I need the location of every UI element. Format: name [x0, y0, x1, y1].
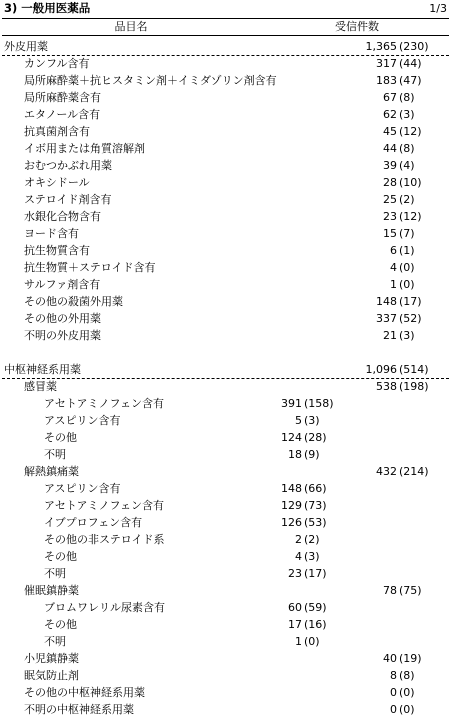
subitem-row: [0, 514, 451, 531]
row-count: 25: [383, 193, 397, 206]
row-paren-count: (7): [399, 227, 415, 240]
row-label: 解熱鎮痛薬: [24, 465, 79, 478]
row-label: 眠気防止剤: [24, 669, 79, 682]
item-row: [0, 242, 451, 259]
item-row: [0, 123, 451, 140]
row-label: 局所麻酔薬含有: [24, 91, 101, 104]
row-count: 0: [390, 686, 397, 699]
row-count: 44: [383, 142, 397, 155]
report-title: 3) 一般用医薬品: [4, 1, 91, 15]
row-count: 1: [390, 278, 397, 291]
row-paren-count: (0): [399, 686, 415, 699]
row-paren-count: (0): [304, 635, 320, 648]
row-label: ヨード含有: [24, 227, 79, 240]
row-count: 60: [288, 601, 302, 614]
subitem-row: [0, 395, 451, 412]
header-top-rule: [2, 18, 449, 19]
row-label: エタノール含有: [24, 108, 101, 121]
row-paren-count: (158): [304, 397, 334, 410]
row-count: 538: [376, 380, 397, 393]
row-label: その他: [44, 618, 77, 631]
row-paren-count: (52): [399, 312, 422, 325]
row-paren-count: (17): [304, 567, 327, 580]
row-count: 17: [288, 618, 302, 631]
item-row: [0, 701, 451, 718]
subitem-row: [0, 633, 451, 650]
row-paren-count: (8): [399, 91, 415, 104]
row-paren-count: (17): [399, 295, 422, 308]
row-label: 抗生物質＋ステロイド含有: [24, 261, 156, 274]
row-label: オキシドール: [24, 176, 90, 189]
item-row: [0, 293, 451, 310]
row-count: 78: [383, 584, 397, 597]
row-label: アセトアミノフェン含有: [44, 499, 165, 512]
item-row: [0, 378, 451, 395]
row-paren-count: (230): [399, 40, 429, 53]
item-row: [0, 106, 451, 123]
row-count: 124: [281, 431, 302, 444]
row-label: 水銀化合物含有: [24, 210, 101, 223]
row-count: 317: [376, 57, 397, 70]
row-count: 45: [383, 125, 397, 138]
row-count: 2: [295, 533, 302, 546]
row-label: その他の殺菌外用薬: [24, 295, 123, 308]
column-header-name: 品目名: [114, 20, 148, 33]
row-count: 8: [390, 669, 397, 682]
row-count: 6: [390, 244, 397, 257]
row-label: 中枢神経系用薬: [4, 363, 81, 376]
row-count: 129: [281, 499, 302, 512]
row-count: 39: [383, 159, 397, 172]
row-label: イボ用または角質溶解剤: [24, 142, 145, 155]
row-label: サルファ剤含有: [24, 278, 101, 291]
row-label: おむつかぶれ用薬: [24, 159, 112, 172]
category-row: [0, 361, 451, 378]
row-paren-count: (3): [304, 414, 320, 427]
row-count: 15: [383, 227, 397, 240]
row-label: イブプロフェン含有: [44, 516, 143, 529]
row-paren-count: (44): [399, 57, 422, 70]
row-paren-count: (12): [399, 210, 422, 223]
row-count: 5: [295, 414, 302, 427]
row-paren-count: (198): [399, 380, 429, 393]
row-count: 40: [383, 652, 397, 665]
row-paren-count: (19): [399, 652, 422, 665]
item-row: [0, 208, 451, 225]
subitem-row: [0, 616, 451, 633]
row-paren-count: (4): [399, 159, 415, 172]
row-label: 外皮用薬: [4, 40, 48, 53]
item-row: [0, 310, 451, 327]
row-paren-count: (73): [304, 499, 327, 512]
subitem-row: [0, 565, 451, 582]
row-count: 4: [295, 550, 302, 563]
item-row: [0, 667, 451, 684]
row-count: 126: [281, 516, 302, 529]
row-label: その他の外用薬: [24, 312, 101, 325]
subitem-row: [0, 412, 451, 429]
row-count: 21: [383, 329, 397, 342]
row-paren-count: (59): [304, 601, 327, 614]
row-label: アセトアミノフェン含有: [44, 397, 165, 410]
column-header-count: 受信件数: [335, 20, 379, 33]
row-paren-count: (0): [399, 703, 415, 716]
row-label: ブロムワレリル尿素含有: [44, 601, 165, 614]
row-paren-count: (2): [399, 193, 415, 206]
row-count: 23: [288, 567, 302, 580]
row-paren-count: (3): [304, 550, 320, 563]
row-paren-count: (8): [399, 669, 415, 682]
row-paren-count: (0): [399, 261, 415, 274]
row-label: その他の非ステロイド系: [44, 533, 165, 546]
row-label: 不明: [44, 448, 66, 461]
row-paren-count: (47): [399, 74, 422, 87]
row-label: ステロイド剤含有: [24, 193, 112, 206]
subitem-row: [0, 446, 451, 463]
row-count: 1,096: [365, 363, 397, 376]
row-label: その他の中枢神経系用薬: [24, 686, 145, 699]
row-label: 催眠鎮静薬: [24, 584, 79, 597]
row-count: 391: [281, 397, 302, 410]
row-paren-count: (2): [304, 533, 320, 546]
item-row: [0, 225, 451, 242]
row-paren-count: (53): [304, 516, 327, 529]
row-count: 23: [383, 210, 397, 223]
row-count: 148: [281, 482, 302, 495]
category-row: [0, 38, 451, 55]
subitem-row: [0, 531, 451, 548]
row-count: 1,365: [365, 40, 397, 53]
item-row: [0, 55, 451, 72]
row-label: 抗生物質含有: [24, 244, 90, 257]
row-label: 不明の中枢神経系用薬: [24, 703, 134, 716]
item-row: [0, 650, 451, 667]
row-count: 183: [376, 74, 397, 87]
row-label: 局所麻酔薬＋抗ヒスタミン剤＋イミダゾリン剤含有: [24, 74, 277, 87]
item-row: [0, 140, 451, 157]
item-row: [0, 174, 451, 191]
row-count: 4: [390, 261, 397, 274]
row-paren-count: (66): [304, 482, 327, 495]
subitem-row: [0, 429, 451, 446]
item-row: [0, 582, 451, 599]
row-label: アスピリン含有: [44, 482, 121, 495]
row-label: カンフル含有: [24, 57, 90, 70]
row-paren-count: (0): [399, 278, 415, 291]
row-label: その他: [44, 431, 77, 444]
row-paren-count: (28): [304, 431, 327, 444]
row-paren-count: (8): [399, 142, 415, 155]
row-label: 抗真菌剤含有: [24, 125, 90, 138]
row-paren-count: (514): [399, 363, 429, 376]
subitem-row: [0, 548, 451, 565]
row-paren-count: (3): [399, 329, 415, 342]
row-paren-count: (10): [399, 176, 422, 189]
page-number: 1/3: [429, 2, 447, 15]
header-bottom-rule: [2, 35, 449, 36]
row-count: 62: [383, 108, 397, 121]
row-label: 小児鎮静薬: [24, 652, 79, 665]
subitem-row: [0, 599, 451, 616]
subitem-row: [0, 497, 451, 514]
item-row: [0, 684, 451, 701]
item-row: [0, 276, 451, 293]
row-label: 不明: [44, 635, 66, 648]
item-row: [0, 72, 451, 89]
row-paren-count: (12): [399, 125, 422, 138]
item-row: [0, 463, 451, 480]
row-count: 0: [390, 703, 397, 716]
row-count: 28: [383, 176, 397, 189]
row-paren-count: (214): [399, 465, 429, 478]
row-paren-count: (1): [399, 244, 415, 257]
row-paren-count: (16): [304, 618, 327, 631]
item-row: [0, 259, 451, 276]
row-paren-count: (3): [399, 108, 415, 121]
item-row: [0, 191, 451, 208]
row-count: 18: [288, 448, 302, 461]
row-count: 337: [376, 312, 397, 325]
row-label: 感冒薬: [24, 380, 57, 393]
row-count: 148: [376, 295, 397, 308]
row-label: 不明の外皮用薬: [24, 329, 101, 342]
item-row: [0, 89, 451, 106]
row-count: 432: [376, 465, 397, 478]
row-label: 不明: [44, 567, 66, 580]
row-label: その他: [44, 550, 77, 563]
row-count: 1: [295, 635, 302, 648]
row-paren-count: (9): [304, 448, 320, 461]
subitem-row: [0, 480, 451, 497]
item-row: [0, 327, 451, 344]
item-row: [0, 157, 451, 174]
row-paren-count: (75): [399, 584, 422, 597]
row-count: 67: [383, 91, 397, 104]
row-label: アスピリン含有: [44, 414, 121, 427]
